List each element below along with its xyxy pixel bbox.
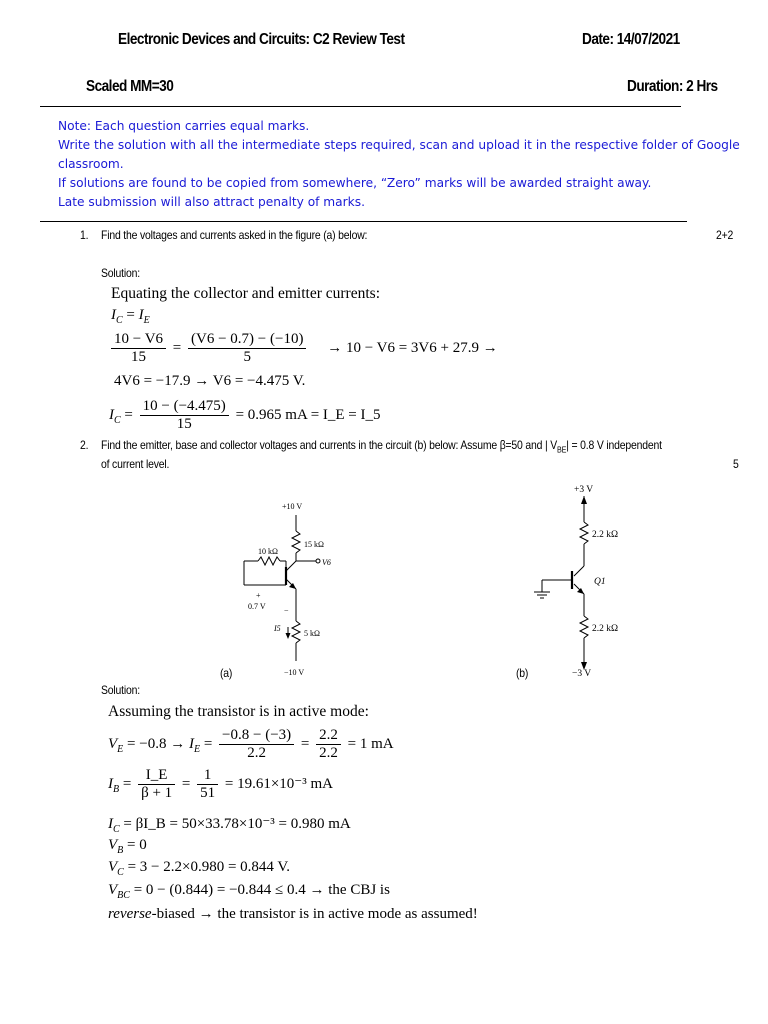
solution-2-intro: Assuming the transistor is in active mode: — [108, 703, 369, 720]
question-2-marks: 5 — [733, 458, 739, 471]
circuit-a-top-supply: +10 V — [282, 502, 303, 511]
solution-2-conclusion: reverse-biased → the transistor is in active mode as assumed! — [108, 906, 478, 922]
circuit-a-v6-label: V6 — [322, 558, 331, 567]
circuit-b-diagram — [528, 480, 658, 680]
note-line: Write the solution with all the intermediate steps required, scan and upload it in the respective folder of Google — [58, 138, 740, 152]
note-line: Note: Each question carries equal marks. — [58, 119, 310, 133]
circuit-b-top-supply: +3 V — [574, 485, 594, 495]
equation-vb: $V_B = 0$ — [108, 837, 147, 856]
circuit-a-vbe-plus: + — [256, 591, 261, 600]
note-line: If solutions are found to be copied from somewhere, “Zero” marks will be awarded straight away. — [58, 176, 652, 190]
question-1-marks: 2+2 — [716, 229, 734, 242]
question-number: 1. — [80, 229, 89, 242]
equation-ib: $I_B$ = $\frac{I\_E}{\beta + 1}$ = $\frac{1}{51}$ = 19.61×10⁻³ mA — [108, 767, 333, 801]
circuit-b-bottom-supply: −3 V — [572, 669, 592, 679]
test-date: Date: 14/07/2021 — [582, 31, 680, 48]
equation-ve: $V_E = -0.8 \to I_E$ = $\frac{-0.8 - (-3)}{2.2}$ = $\frac{2.2}{2.2}$ = 1 mA — [108, 727, 394, 761]
circuit-a-vbe: 0.7 V — [248, 602, 266, 611]
test-duration: Duration: 2 Hrs — [627, 78, 718, 95]
equation-4: $I_C$ = $\frac{10 - (-4.475)}{15}$ = 0.965 mA = I_E = I_5 — [109, 398, 381, 432]
circuit-a-label: (a) — [220, 667, 233, 680]
equation-3: 4V6 = −17.9 → V6 = −4.475 V. — [114, 373, 306, 389]
circuit-b-emitter-resistor: 2.2 kΩ — [592, 624, 619, 634]
equation-vbc: $V_{BC} = 0 - (0.844) = -0.844 \le 0.4$ → the CBJ is — [108, 882, 390, 901]
solution-label: Solution: — [101, 267, 140, 280]
circuit-a-vbe-minus: − — [284, 606, 289, 615]
circuit-a-bottom-supply: −10 V — [284, 668, 305, 677]
equation-vc: $V_C = 3 - 2.2\times 0.980 = 0.844$ V. — [108, 859, 291, 878]
equation-ic: $I_C$ = βI_B = 50×33.78×10⁻³ = 0.980 mA — [108, 816, 351, 835]
equation-1: $I_C = I_E$ — [111, 307, 150, 326]
question-number: 2. — [80, 439, 89, 452]
question-2-text-cont: of current level. — [101, 458, 170, 471]
max-marks: Scaled MM=30 — [86, 78, 174, 95]
solution-label: Solution: — [101, 684, 140, 697]
question-1-text: Find the voltages and currents asked in the figure (a) below: — [101, 229, 368, 242]
note-rule — [40, 221, 687, 222]
circuit-a-diagram — [230, 495, 340, 685]
equation-2: $\frac{10 - V6}{15}$ = $\frac{(V6 - 0.7) - (-10)}{5}$ → 10 − V6 = 3V6 + 27.9 → — [108, 331, 498, 366]
circuit-b-transistor-label: Q1 — [594, 577, 606, 587]
note-line: Late submission will also attract penalty of marks. — [58, 195, 365, 209]
solution-1-intro: Equating the collector and emitter currents: — [111, 285, 380, 302]
note-line: classroom. — [58, 157, 124, 171]
circuit-b-collector-resistor: 2.2 kΩ — [592, 530, 619, 540]
question-2-text: Find the emitter, base and collector voltages and currents in the circuit (b) below: Assume β=50 and | $V_{BE}| = 0.8$ V independent — [101, 439, 662, 455]
circuit-b-label: (b) — [516, 667, 529, 680]
document-title: Electronic Devices and Circuits: C2 Review Test — [118, 31, 405, 48]
header-rule — [40, 106, 681, 107]
circuit-a-emitter-resistor: 5 kΩ — [304, 629, 320, 638]
circuit-a-i5-label: I5 — [274, 624, 281, 633]
circuit-a-collector-resistor: 15 kΩ — [304, 540, 324, 549]
circuit-a-base-resistor: 10 kΩ — [258, 547, 278, 556]
